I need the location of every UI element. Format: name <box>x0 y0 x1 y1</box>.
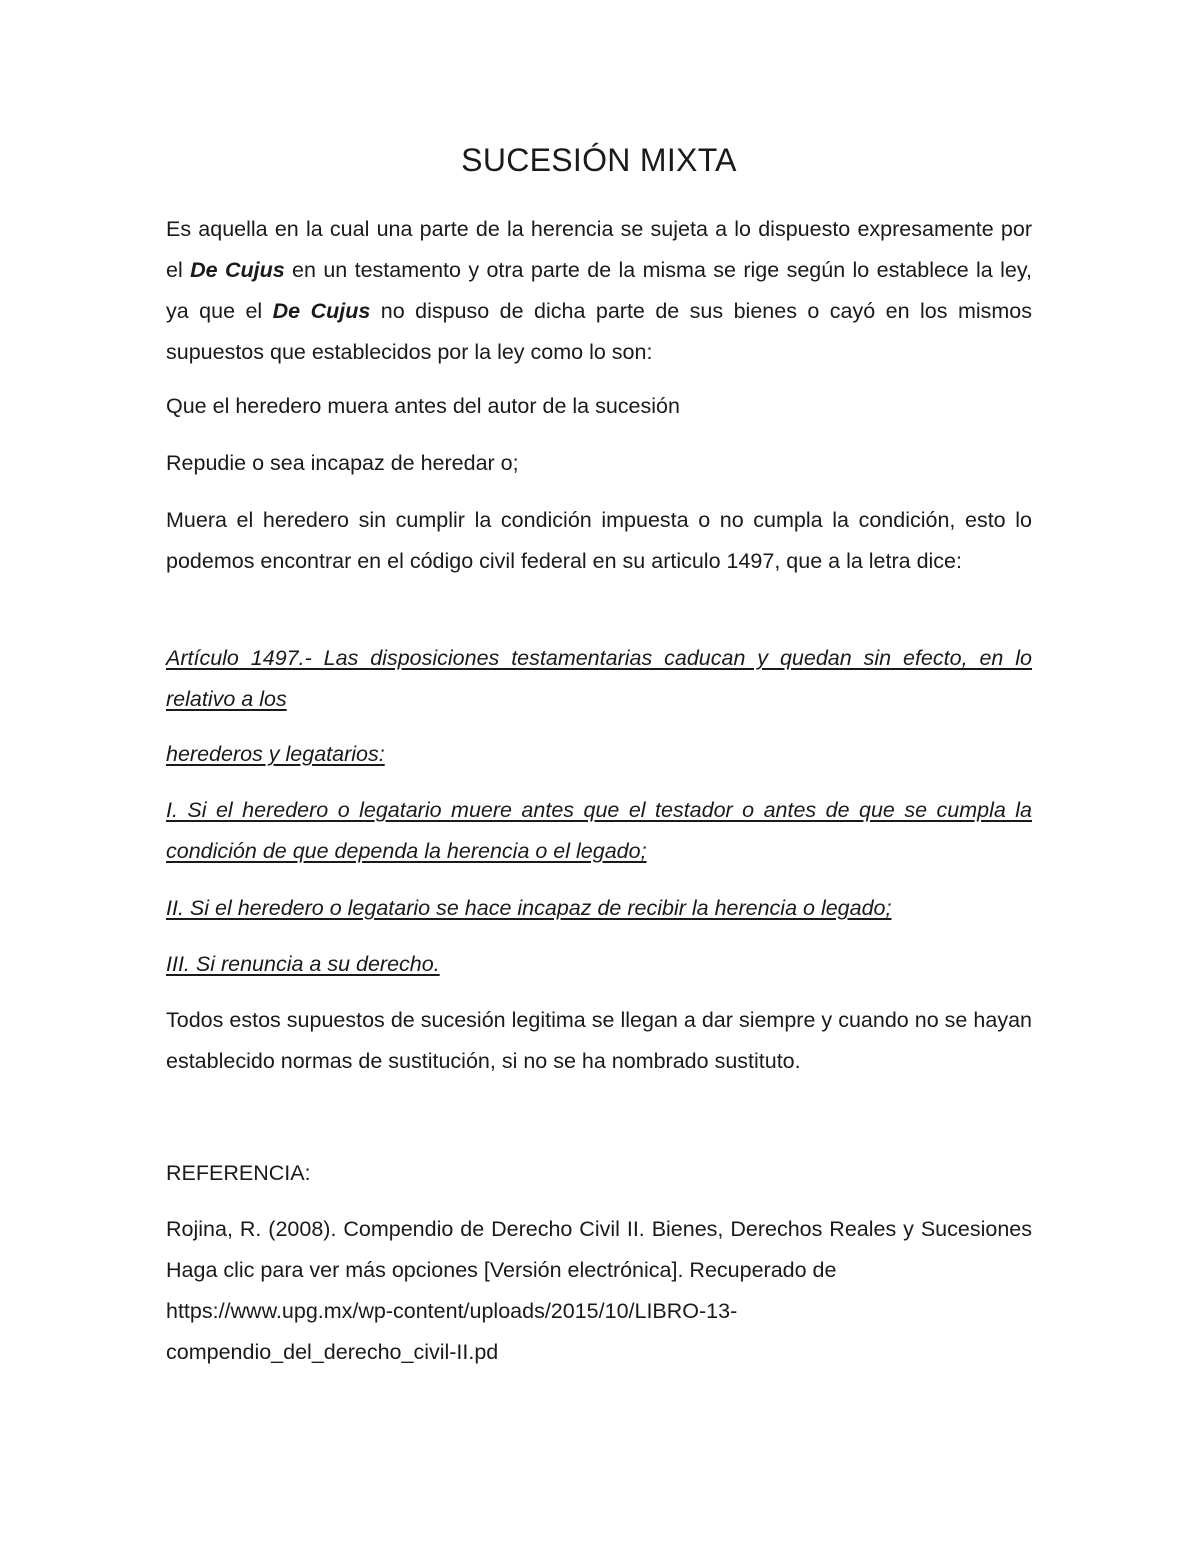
case-item: Que el heredero muera antes del autor de la sucesión <box>166 394 680 418</box>
intro-paragraph <box>166 209 1032 373</box>
article-item: II. Si el heredero o legatario se hace incapaz de recibir la herencia o legado; <box>166 896 892 920</box>
reference-url-line-2: compendio_del_derecho_civil-II.pd <box>166 1340 499 1364</box>
conclusion-paragraph: Todos estos supuestos de sucesión legitima se llegan a dar siempre y cuando no se hayan establecido normas de sustitución, si no se ha nombrado sustituto. <box>166 1008 1032 1073</box>
article-item: I. Si el heredero o legatario muere antes que el testador o antes de que se cumpla la condición de que dependa la herencia o el legado; <box>166 798 1032 863</box>
case-item: Muera el heredero sin cumplir la condición impuesta o no cumpla la condición, esto lo podemos encontrar en el código civil federal en su articulo 1497, que a la letra dice: <box>166 508 1032 573</box>
de-cujus-term: De Cujus <box>272 299 371 323</box>
article-heading: Artículo 1497.- Las disposiciones testamentarias caducan y quedan sin efecto, en lo relativo a los <box>166 646 1032 711</box>
references-label: REFERENCIA: <box>166 1161 311 1185</box>
document-title: SUCESIÓN MIXTA <box>461 142 737 178</box>
article-item: III. Si renuncia a su derecho. <box>166 952 440 976</box>
intro-text-2: en un testamento y otra parte de la misma se rige según lo establece la ley, ya que el <box>166 258 1032 323</box>
intro-text-1: Es aquella en la cual una parte de la herencia se sujeta a lo dispuesto expresamente por el <box>166 217 1032 282</box>
reference-url-line-1: https://www.upg.mx/wp-content/uploads/2015/10/LIBRO-13- <box>166 1299 738 1323</box>
case-item: Repudie o sea incapaz de heredar o; <box>166 451 519 475</box>
de-cujus-term: De Cujus <box>190 258 285 282</box>
intro-text-3: no dispuso de dicha parte de sus bienes o cayó en los mismos supuestos que establecidos por la ley como lo son: <box>166 299 1032 364</box>
article-heading-continued: herederos y legatarios: <box>166 742 385 766</box>
reference-url <box>166 1291 1032 1373</box>
reference-citation: Rojina, R. (2008). Compendio de Derecho Civil II. Bienes, Derechos Reales y Sucesiones Haga clic para ver más opciones [Versión electrónica]. Recuperado de <box>166 1217 1032 1282</box>
